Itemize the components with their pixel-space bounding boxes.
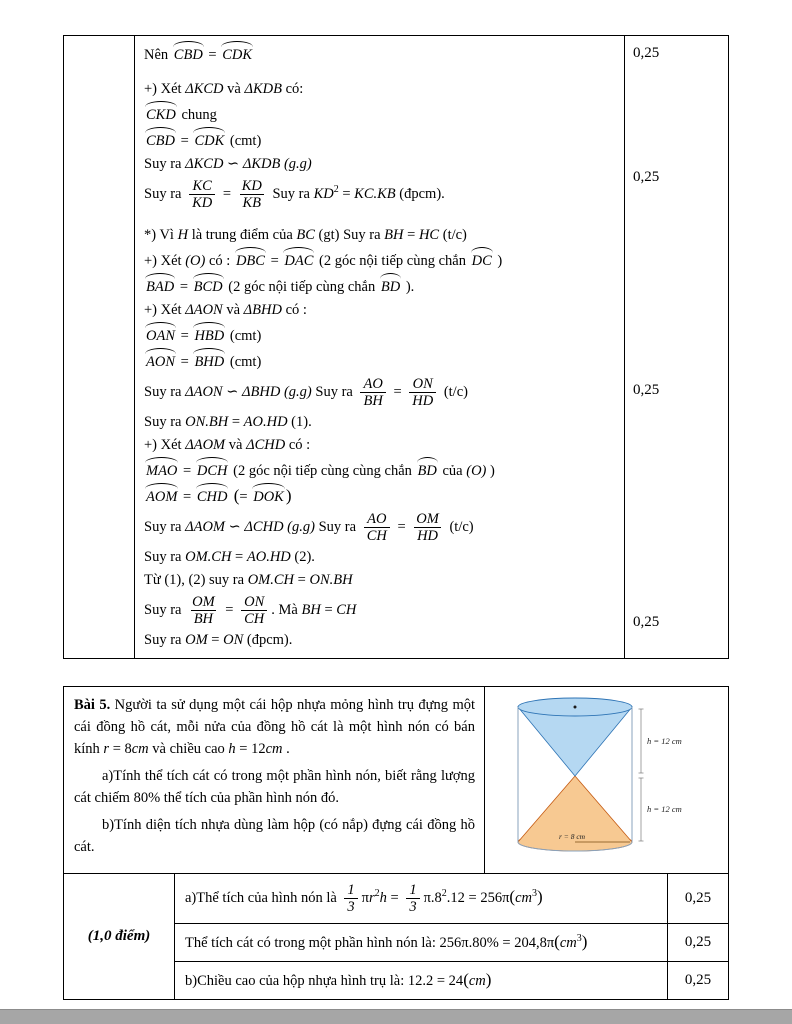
fraction: $\frac{1}{3}$ — [344, 882, 357, 915]
solution-row — [175, 924, 728, 962]
text-line: a)Thể tích của hình nón là $\frac{1}{3}$ $\pi r^2h$ = $\frac{1}{3}$ $\pi.8^2.12 = 256\pi(cm^3)$ — [185, 882, 543, 915]
text-line: Suy ra $\frac{KC}{KD}$ = $\frac{KD}{KB}$ Suy ra $KD^2 = KC.KB$ (đpcm). — [144, 178, 445, 211]
text-line — [144, 67, 616, 78]
text-line: Suy ra ΔKCD ∽ ΔKDB (g.g) — [144, 156, 312, 172]
height-label-top: h = 12 cm — [646, 736, 682, 746]
text-line: Bài 5. Người ta sử dụng một cái hộp nhựa mỏng hình trụ đựng một cái đồng hồ cát, mỗi nửa của đồng hồ cát là một hình nón có bán kính r = 8cm và chiều cao h = 12cm . — [74, 697, 476, 757]
figure-cell — [484, 687, 728, 873]
text-line: AOM = CHD (= DOK ) — [144, 483, 616, 509]
solution-rows — [175, 874, 728, 999]
text-line: Suy ra $\frac{OM}{BH}$ = $\frac{ON}{CH}$ . Mà BH = CH — [144, 594, 357, 627]
text-line: Suy ra ON.BH = AO.HD (1). — [144, 414, 312, 430]
fraction: $\frac{KD}{KB}$ — [239, 178, 265, 211]
text-line: Thể tích cát có trong một phần hình nón là: $256\pi.80\% = 204,8\pi(cm^3)$ — [185, 932, 588, 951]
text-line: CBD = CDK (cmt) — [144, 127, 616, 153]
proof-table — [63, 35, 729, 659]
solution-text — [175, 874, 667, 923]
points-label: (1,0 điểm) — [87, 928, 151, 944]
text-line: Suy ra ΔAOM ∽ ΔCHD (g.g) Suy ra $\frac{AO}{CH}$ = $\frac{OM}{HD}$ (t/c) — [144, 511, 474, 544]
score-value: 0,25 — [633, 169, 660, 185]
solution-section — [64, 874, 728, 999]
text-line: CKD chung — [144, 101, 616, 127]
score-value: 0,25 — [633, 382, 660, 398]
fraction: $\frac{1}{3}$ — [406, 882, 419, 915]
proof-lines — [144, 41, 616, 652]
solution-text — [175, 924, 667, 961]
points-cell — [64, 874, 175, 999]
score-value: 0,25 — [667, 962, 728, 999]
text-line: +) Xét ΔKCD và ΔKDB có: — [144, 81, 304, 97]
text-line: Suy ra OM.CH = AO.HD (2). — [144, 549, 315, 565]
solution-row — [175, 874, 728, 924]
score-value: 0,25 — [667, 924, 728, 961]
score-value: 0,25 — [633, 614, 660, 630]
proof-score-column — [624, 36, 728, 658]
top-cone — [518, 698, 632, 776]
solution-row — [175, 962, 728, 999]
radius-label: r = 8 cm — [558, 832, 585, 841]
top-center-dot — [573, 706, 576, 709]
score-value: 0,25 — [667, 874, 728, 923]
text-line: *) Vì H là trung điểm của BC (gt) Suy ra BH = HC (t/c) — [144, 227, 467, 243]
problem5-row — [64, 687, 728, 874]
text-line: Nên CBD = CDK — [144, 41, 616, 67]
fraction: $\frac{KC}{KD}$ — [189, 178, 215, 211]
fraction: $\frac{ON}{CH}$ — [241, 594, 267, 627]
proof-number-column — [64, 36, 135, 658]
text-line: AON = BHD (cmt) — [144, 348, 616, 374]
text-line: Suy ra ΔAON ∽ ΔBHD (g.g) Suy ra $\frac{AO}{BH}$ = $\frac{ON}{HD}$ (t/c) — [144, 376, 468, 409]
text-line: a)Tính thể tích cát có trong một phần hình nón, biết rằng lượng cát chiếm 80% thể tích của phần hình nón đó. — [74, 768, 475, 806]
text-line: b)Chiều cao của hộp nhựa hình trụ là: 12.2 = 24(cm) — [185, 970, 492, 989]
fraction: $\frac{OM}{BH}$ — [192, 594, 215, 627]
problem5-table — [63, 686, 729, 1000]
page-boundary-strip — [0, 1009, 792, 1024]
score-value: 0,25 — [633, 45, 660, 61]
text-line: MAO = DCH (2 góc nội tiếp cùng cùng chắn BD của (O) ) — [144, 457, 616, 483]
text-line: BAD = BCD (2 góc nội tiếp cùng chắn BD ). — [144, 273, 616, 299]
problem5-statement — [64, 687, 484, 873]
fraction: $\frac{OM}{HD}$ — [413, 511, 442, 544]
fraction: $\frac{AO}{BH}$ — [360, 376, 385, 409]
text-line: OAN = HBD (cmt) — [144, 322, 616, 348]
text-line: Từ (1), (2) suy ra OM.CH = ON.BH — [144, 572, 353, 588]
text-line: +) Xét (O) có : DBC = DAC (2 góc nội tiếp cùng chắn DC ) — [144, 247, 616, 273]
text-line — [144, 213, 616, 224]
text-line: Suy ra OM = ON (đpcm). — [144, 632, 293, 648]
hourglass-figure — [489, 690, 725, 870]
solution-text — [175, 962, 667, 999]
height-label-bottom: h = 12 cm — [646, 804, 682, 814]
proof-content-column — [135, 36, 624, 658]
text-line: +) Xét ΔAOM và ΔCHD có : — [144, 437, 311, 453]
text-line: b)Tính diện tích nhựa dùng làm hộp (có nắp) đựng cái đồng hồ cát. — [74, 817, 475, 855]
fraction: $\frac{ON}{HD}$ — [409, 376, 436, 409]
fraction: $\frac{AO}{CH}$ — [364, 511, 390, 544]
text-line: +) Xét ΔAON và ΔBHD có : — [144, 302, 307, 318]
page-content — [63, 35, 729, 1000]
